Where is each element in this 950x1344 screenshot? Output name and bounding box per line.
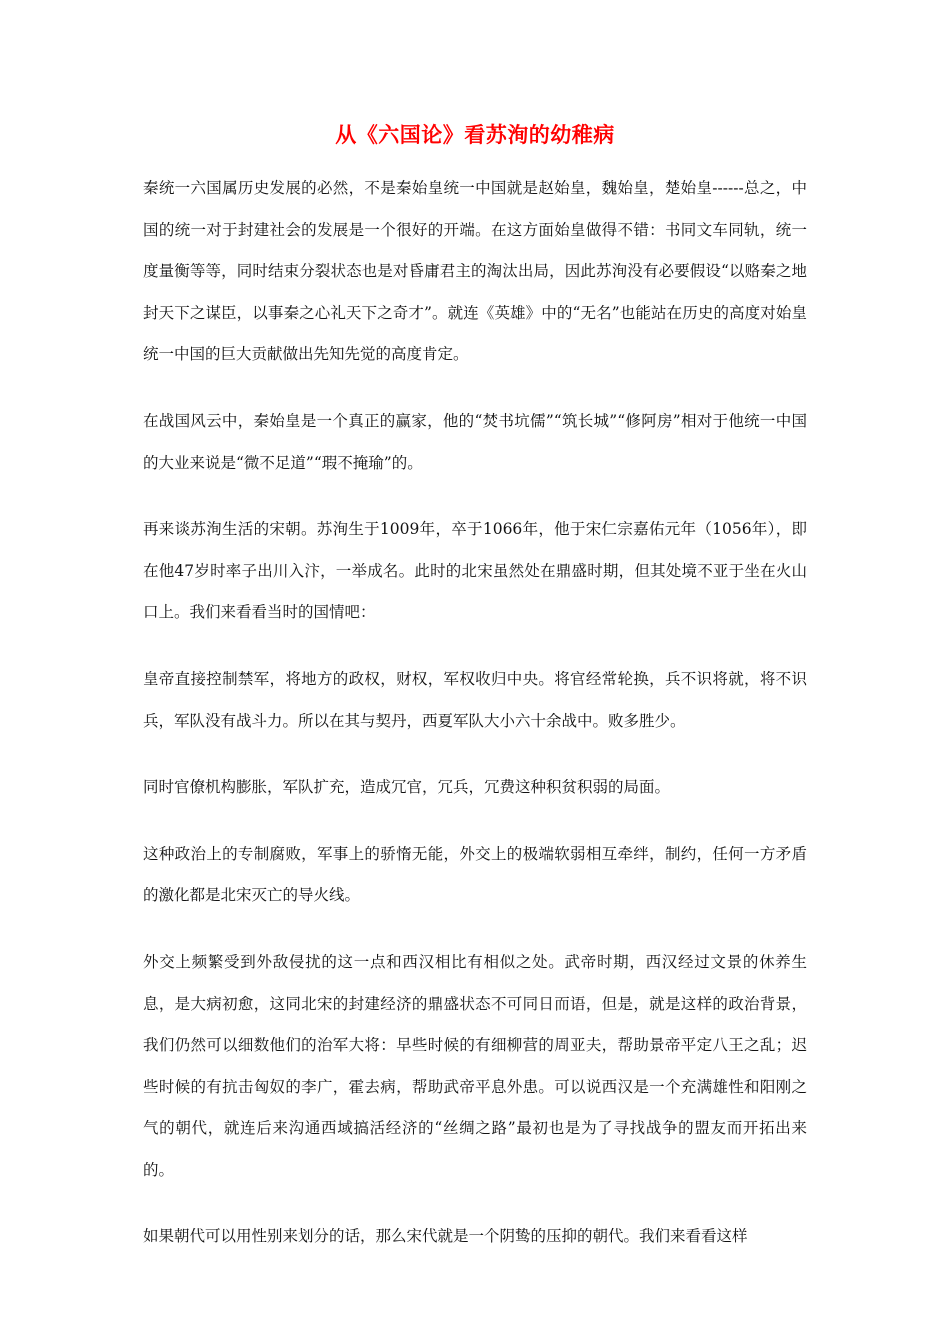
paragraph: 如果朝代可以用性别来划分的话，那么宋代就是一个阴鸷的压抑的朝代。我们来看看这样 [143, 1227, 748, 1246]
paragraph: 同时官僚机构膨胀，军队扩充，造成冗官，冗兵，冗费这种积贫积弱的局面。 [143, 778, 671, 797]
paragraph: 在战国风云中，秦始皇是一个真正的赢家，他的“焚书坑儒”“筑长城”“修阿房”相对于他统一中国的大业来说是“微不足道”“瑕不掩瑜”的。 [143, 411, 807, 472]
document-body [143, 168, 807, 1283]
paragraph: 秦统一六国属历史发展的必然，不是秦始皇统一中国就是赵始皇，魏始皇，楚始皇------总之，中国的统一对于封建社会的发展是一个很好的开端。在这方面始皇做得不错：书同文车同轨，统一度量衡等等，同时结束分裂状态也是对昏庸君主的淘汰出局，因此苏洵没有必要假设“以赂秦之地封天下之谋臣，以事秦之心礼天下之奇才”。就连《英雄》中的“无名”也能站在历史的高度对始皇统一中国的巨大贡献做出先知先觉的高度肯定。 [143, 179, 807, 364]
paragraph: 外交上频繁受到外敌侵扰的这一点和西汉相比有相似之处。武帝时期，西汉经过文景的休养生息，是大病初愈，这同北宋的封建经济的鼎盛状态不可同日而语，但是，就是这样的政治背景，我们仍然可以细数他们的治军大将：早些时候的有细柳营的周亚夫，帮助景帝平定八王之乱；迟些时候的有抗击匈奴的李广，霍去病，帮助武帝平息外患。可以说西汉是一个充满雄性和阳刚之气的朝代，就连后来沟通西域搞活经济的“丝绸之路”最初也是为了寻找战争的盟友而开拓出来的。 [143, 952, 807, 1179]
document-title: 从《六国论》看苏洵的幼稚病 [335, 123, 615, 147]
paragraph: 再来谈苏洵生活的宋朝。苏洵生于1009年，卒于1066年，他于宋仁宗嘉佑元年（1056年），即在他47岁时率子出川入汴，一举成名。此时的北宋虽然处在鼎盛时期，但其处境不亚于坐在火山口上。我们来看看当时的国情吧： [143, 520, 807, 622]
paragraph: 皇帝直接控制禁军，将地方的政权，财权，军权收归中央。将官经常轮换，兵不识将就，将不识兵，军队没有战斗力。所以在其与契丹，西夏军队大小六十余战中。败多胜少。 [143, 669, 807, 730]
paragraph: 这种政治上的专制腐败，军事上的骄惰无能，外交上的极端软弱相互牵绊，制约，任何一方矛盾的激化都是北宋灭亡的导火线。 [143, 844, 807, 905]
